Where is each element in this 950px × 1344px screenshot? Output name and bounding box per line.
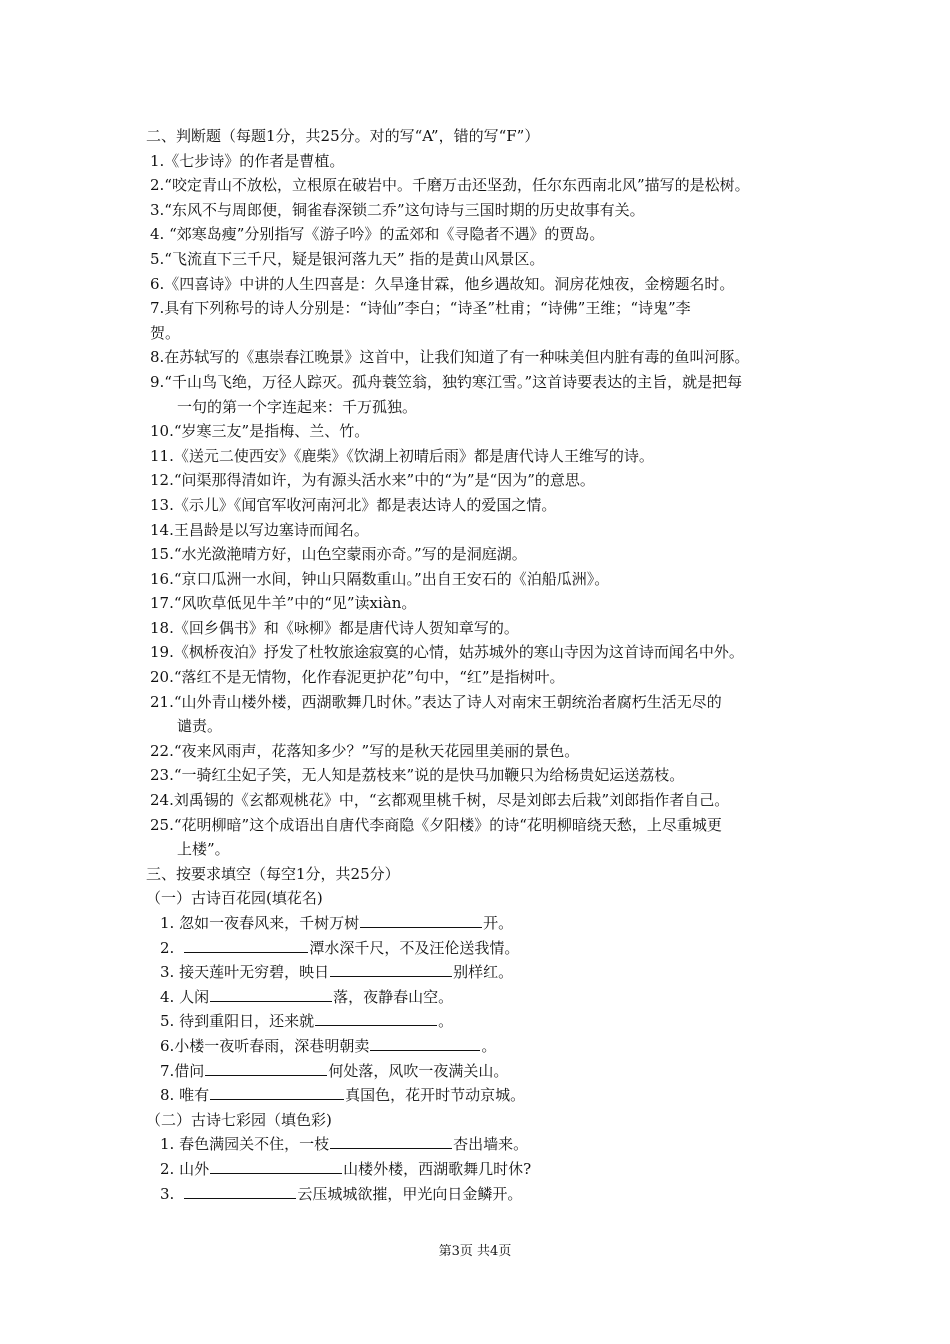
answer-blank[interactable] <box>184 1183 296 1199</box>
fill-flower-1 <box>146 911 826 936</box>
fill-prefix: 1. 春色满园关不住，一枝 <box>160 1135 330 1154</box>
question-10: 10.“岁寒三友”是指梅、兰、竹。 <box>150 422 370 441</box>
answer-blank[interactable] <box>210 1158 342 1174</box>
fill-suffix: 别样红。 <box>453 963 514 982</box>
fill-suffix: 真国色，花开时节动京城。 <box>345 1086 526 1105</box>
fill-color-2 <box>146 1157 826 1182</box>
answer-blank[interactable] <box>210 986 332 1002</box>
question-16: 16.“京口瓜洲一水间，钟山只隔数重山。”出自王安石的《泊船瓜洲》。 <box>150 569 610 588</box>
fill-prefix: 3. <box>160 1184 175 1203</box>
fill-suffix: 何处落，风吹一夜满关山。 <box>328 1061 509 1080</box>
answer-blank[interactable] <box>184 937 308 953</box>
question-24: 24.刘禹锡的《玄都观桃花》中，“玄都观里桃千树，尽是刘郎去后栽”刘郎指作者自己。 <box>150 791 730 810</box>
question-1: 1.《七步诗》的作者是曹植。 <box>150 151 345 170</box>
answer-blank[interactable] <box>330 961 452 977</box>
question-5: 5.“飞流直下三千尺，疑是银河落九天” 指的是黄山风景区。 <box>150 249 545 268</box>
fill-suffix: 杏出墙来。 <box>453 1135 529 1154</box>
fill-prefix: 4. 人闲 <box>160 987 210 1006</box>
question-8: 8.在苏轼写的《惠崇春江晚景》这首中，让我们知道了有一种味美但内脏有毒的鱼叫河豚。 <box>150 348 750 367</box>
fill-prefix: 1. 忽如一夜春风来，千树万树 <box>160 914 360 932</box>
question-15: 15.“水光潋滟晴方好，山色空蒙雨亦奇。”写的是洞庭湖。 <box>150 545 527 564</box>
fill-suffix: 落，夜静春山空。 <box>333 987 454 1006</box>
fill-prefix: 6.小楼一夜听春雨，深巷明朝卖 <box>160 1036 370 1055</box>
question-17: 17.“风吹草低见牛羊”中的“见”读xiàn。 <box>150 594 417 613</box>
question-25-continued: 上楼”。 <box>177 840 230 859</box>
subsection-heading-flowers: （一）古诗百花园(填花名) <box>146 889 323 908</box>
fill-prefix: 7.借问 <box>160 1061 205 1080</box>
question-25: 25.“花明柳暗”这个成语出自唐代李商隐《夕阳楼》的诗“花明柳暗绕天愁，上尽重城更 <box>150 815 722 834</box>
fill-suffix: 云压城城欲摧，甲光向日金鳞开。 <box>297 1184 523 1203</box>
fill-color-1 <box>146 1132 826 1157</box>
question-6: 6.《四喜诗》中讲的人生四喜是：久旱逢甘霖，他乡遇故知。洞房花烛夜，金榜题名时。 <box>150 274 735 293</box>
fill-flower-8 <box>146 1083 826 1108</box>
fill-suffix: 。 <box>438 1012 454 1031</box>
question-12: 12.“问渠那得清如许，为有源头活水来”中的“为”是“因为”的意思。 <box>150 471 595 490</box>
question-13: 13.《示儿》《闻官军收河南河北》都是表达诗人的爱国之情。 <box>150 495 557 514</box>
question-4: 4. “郊寒岛瘦”分别指写《游子吟》的孟郊和《寻隐者不遇》的贾岛。 <box>150 225 605 244</box>
fill-suffix: 山楼外楼，西湖歌舞几时休? <box>343 1159 532 1178</box>
fill-suffix: 。 <box>481 1036 497 1055</box>
fill-flower-2 <box>146 936 826 961</box>
question-9-continued: 一句的第一个字连起来：千万孤独。 <box>177 397 418 416</box>
question-14: 14.王昌龄是以写边塞诗而闻名。 <box>150 520 369 539</box>
question-21: 21.“山外青山楼外楼，西湖歌舞几时休。”表达了诗人对南宋王朝统治者腐朽生活无尽的 <box>150 692 722 711</box>
fill-suffix: 开。 <box>483 914 514 932</box>
fill-flower-7 <box>146 1059 826 1084</box>
fill-color-3 <box>146 1182 826 1207</box>
answer-blank[interactable] <box>315 1010 437 1026</box>
answer-blank[interactable] <box>205 1060 327 1076</box>
fill-flower-5 <box>146 1009 826 1034</box>
question-20: 20.“落红不是无情物，化作春泥更护花”句中，“红”是指树叶。 <box>150 668 565 687</box>
fill-flower-3 <box>146 960 826 985</box>
section-heading-fill-in: 三、按要求填空（每空1分，共25分） <box>146 864 400 883</box>
question-23: 23.“一骑红尘妃子笑，无人知是荔枝来”说的是快马加鞭只为给杨贵妃运送荔枝。 <box>150 766 685 785</box>
question-21-continued: 谴责。 <box>177 717 223 736</box>
fill-prefix: 5. 待到重阳日，还来就 <box>160 1012 315 1031</box>
subsection-heading-colors: （二）古诗七彩园（填色彩) <box>146 1110 332 1129</box>
fill-flower-4 <box>146 985 826 1010</box>
question-22: 22.“夜来风雨声，花落知多少？”写的是秋天花园里美丽的景色。 <box>150 741 580 760</box>
fill-prefix: 3. 接天莲叶无穷碧，映日 <box>160 963 330 982</box>
question-9: 9.“千山鸟飞绝，万径人踪灭。孤舟蓑笠翁，独钓寒江雪。”这首诗要表达的主旨，就是把每 <box>150 372 743 391</box>
answer-blank[interactable] <box>210 1084 344 1100</box>
section-heading-judgement: 二、判断题（每题1分，共25分。对的写“A”，错的写“F”） <box>146 127 540 145</box>
question-19: 19.《枫桥夜泊》抒发了杜牧旅途寂寞的心情，姑苏城外的寒山寺因为这首诗而闻名中外。 <box>150 643 744 662</box>
answer-blank[interactable] <box>330 1133 452 1149</box>
fill-prefix: 8. 唯有 <box>160 1086 210 1105</box>
question-2: 2.“咬定青山不放松，立根原在破岩中。千磨万击还坚劲，任尔东西南北风”描写的是松树。 <box>150 176 750 195</box>
fill-prefix: 2. 山外 <box>160 1159 210 1178</box>
page-footer: 第3页 共4页 <box>438 1244 512 1259</box>
question-7: 7.具有下列称号的诗人分别是：“诗仙”李白；“诗圣”杜甫；“诗佛”王维；“诗鬼”李 <box>150 299 691 318</box>
question-3: 3.“东风不与周郎便，铜雀春深锁二乔”这句诗与三国时期的历史故事有关。 <box>150 200 645 219</box>
question-18: 18.《回乡偶书》和《咏柳》都是唐代诗人贺知章写的。 <box>150 618 519 637</box>
question-11: 11.《送元二使西安》《鹿柴》《饮湖上初晴后雨》都是唐代诗人王维写的诗。 <box>150 446 654 465</box>
answer-blank[interactable] <box>370 1035 480 1051</box>
fill-suffix: 潭水深千尺，不及汪伦送我情。 <box>309 938 520 957</box>
fill-prefix: 2. <box>160 938 175 957</box>
fill-flower-6 <box>146 1034 826 1059</box>
answer-blank[interactable] <box>360 912 482 928</box>
page-content <box>146 124 826 1206</box>
question-7-continued: 贺。 <box>150 323 181 342</box>
